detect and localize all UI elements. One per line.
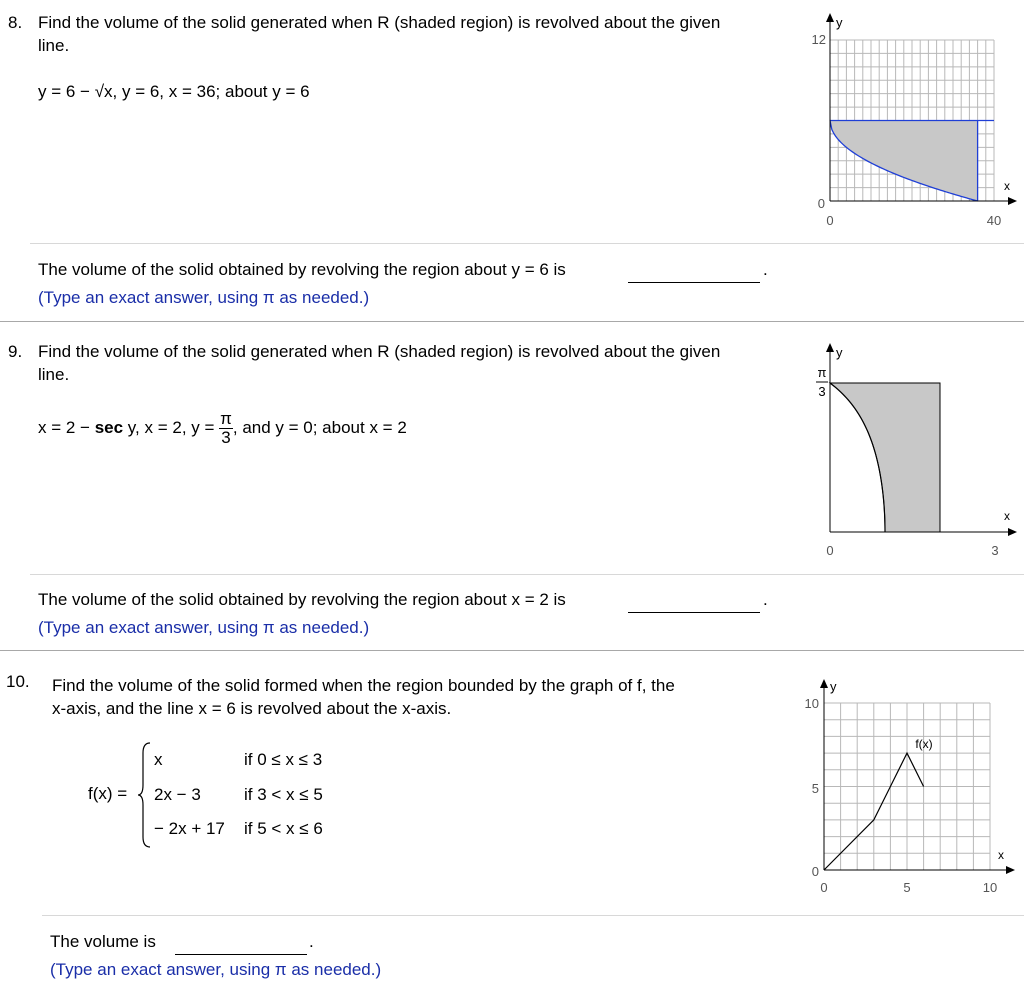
problem-10-y-zero-tick: 0	[811, 864, 819, 879]
problem-10-y-label: y	[830, 679, 837, 694]
problem-8-question-line1: Find the volume of the solid generated when R (shaded region) is revolved about the given	[38, 13, 721, 32]
problem-8-y-label: y	[836, 15, 843, 30]
problem-10-answer-input[interactable]	[175, 934, 307, 955]
problem-9-graph	[800, 340, 1020, 565]
problem-10-question-line1: Find the volume of the solid formed when the region bounded by the graph of f, the	[52, 676, 675, 695]
problem-8-answer-period: .	[763, 260, 768, 279]
problem-10-piece1-cond: if 0 ≤ x ≤ 3	[244, 750, 323, 769]
problem-8-y-zero-tick: 0	[817, 196, 825, 211]
problem-9-question-line1: Find the volume of the solid generated when R (shaded region) is revolved about the given	[38, 342, 721, 361]
problem-10-func-label: f(x)	[915, 737, 933, 751]
problem-10-x-label: x	[998, 848, 1004, 862]
problem-10-question-line2: x-axis, and the line x = 6 is revolved about the x-axis.	[52, 699, 452, 718]
problem-10-brace	[137, 741, 153, 849]
problem-9-equation	[38, 410, 407, 447]
problem-9-y-label: y	[836, 345, 843, 360]
problem-8-9-separator	[0, 321, 1024, 322]
problem-10-divider	[42, 915, 1024, 916]
problem-10-piece3-expr: − 2x + 17	[154, 819, 225, 838]
problem-10-piece3-cond: if 5 < x ≤ 6	[244, 819, 323, 838]
problem-9-answer-input[interactable]	[628, 592, 760, 613]
problem-9-answer-hint: (Type an exact answer, using π as needed.)	[38, 618, 370, 637]
problem-10-x-max-tick: 10	[982, 880, 998, 895]
problem-9-eq-pre: x = 2 −	[38, 417, 95, 437]
problem-10-x-mid-tick: 5	[903, 880, 911, 895]
problem-8-number: 8.	[8, 13, 23, 32]
problem-9-eq-sec: sec	[94, 417, 124, 437]
problem-10-y-max-tick: 10	[804, 696, 819, 711]
problem-10-answer-prompt: The volume is	[50, 932, 156, 951]
problem-10-piece1-expr: x	[154, 750, 163, 769]
problem-8-graph	[800, 10, 1020, 235]
problem-9-frac-den: 3	[221, 427, 231, 447]
problem-8-answer-hint: (Type an exact answer, using π as needed.)	[38, 288, 370, 307]
problem-8-answer-prompt: The volume of the solid obtained by revolving the region about y = 6 is	[38, 260, 566, 279]
problem-9-eq-mid: y, x = 2, y =	[123, 417, 220, 437]
problem-9-question-line2: line.	[38, 365, 70, 384]
problem-8-divider	[30, 243, 1024, 244]
problem-8-x-max-tick: 40	[986, 213, 1002, 228]
problem-9-frac-num: π	[220, 409, 232, 428]
problem-8-x-label: x	[1004, 179, 1010, 193]
problem-10-graph-svg	[790, 676, 1020, 901]
problem-9-graph-svg	[800, 340, 1020, 565]
problem-9-answer-prompt: The volume of the solid obtained by revolving the region about x = 2 is	[38, 590, 566, 609]
problem-10-x-zero-tick: 0	[820, 880, 828, 895]
problem-8-answer-input[interactable]	[628, 262, 760, 283]
problem-10-answer-period: .	[309, 932, 314, 951]
problem-9-y-frac-den: 3	[818, 384, 826, 399]
problem-8-question-line2: line.	[38, 36, 70, 55]
problem-9-eq-post: , and y = 0; about x = 2	[232, 417, 407, 437]
problem-10-number: 10.	[6, 672, 30, 691]
problem-9-answer-period: .	[763, 590, 768, 609]
problem-9-number: 9.	[8, 342, 23, 361]
problem-9-x-label: x	[1004, 509, 1010, 523]
problem-10-graph	[790, 676, 1020, 901]
problem-10-f-label: f(x) =	[88, 784, 128, 803]
problem-9-shaded-region	[830, 383, 940, 532]
problem-8-x-zero-tick: 0	[826, 213, 834, 228]
problem-9-y-frac-num: π	[817, 365, 827, 380]
problem-9-divider	[30, 574, 1024, 575]
problem-8-equation: y = 6 − √x, y = 6, x = 36; about y = 6	[38, 82, 310, 101]
problem-10-answer-hint: (Type an exact answer, using π as needed.)	[50, 960, 382, 979]
problem-9-x-max-tick: 3	[991, 543, 999, 558]
problem-10-piece2-expr: 2x − 3	[154, 785, 201, 804]
problem-9-x-zero-tick: 0	[826, 543, 834, 558]
problem-8-y-max-tick: 12	[811, 32, 826, 47]
problem-10-piece2-cond: if 3 < x ≤ 5	[244, 785, 323, 804]
problem-10-y-mid-tick: 5	[811, 781, 819, 796]
problem-9-eq-fraction	[219, 410, 233, 447]
problem-8-graph-svg	[800, 10, 1020, 235]
problem-9-10-separator	[0, 650, 1024, 651]
